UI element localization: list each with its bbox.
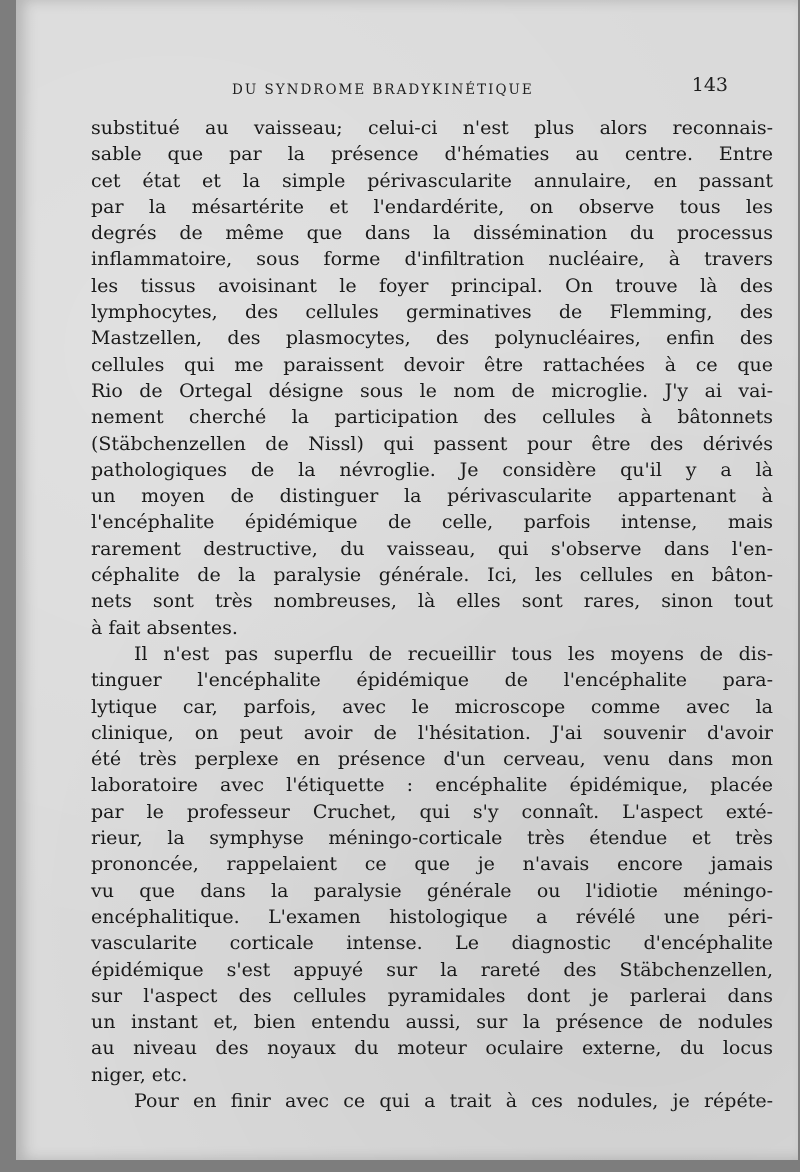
text-line: lymphocytes, des cellules germinatives de Flemming, des	[91, 301, 773, 324]
text-line: vu que dans la paralysie générale ou l'idiotie méningo-	[91, 879, 773, 902]
text-line: lytique car, parfois, avec le microscope comme avec la	[91, 695, 773, 718]
text-line: (Stäbchenzellen de Nissl) qui passent pour être des dérivés	[91, 432, 773, 455]
book-page	[16, 0, 798, 1160]
text-line: l'encéphalite épidémique de celle, parfois intense, mais	[91, 511, 773, 534]
text-line: au niveau des noyaux du moteur oculaire externe, du locus	[91, 1037, 773, 1060]
running-title: DU SYNDROME BRADYKINÉTIQUE	[232, 82, 534, 98]
page-number: 143	[691, 74, 728, 96]
text-line: Mastzellen, des plasmocytes, des polynucléaires, enfin des	[91, 327, 773, 350]
text-line: par le professeur Cruchet, qui s'y connaît. L'aspect exté-	[91, 800, 773, 823]
body-text	[91, 115, 773, 1114]
text-line: cet état et la simple périvascularite annulaire, en passant	[91, 169, 773, 192]
text-line: degrés de même que dans la dissémination du processus	[91, 222, 773, 245]
text-line: un instant et, bien entendu aussi, sur la présence de nodules	[91, 1011, 773, 1034]
text-line: un moyen de distinguer la périvascularite appartenant à	[91, 485, 773, 508]
text-line: pathologiques de la névroglie. Je considère qu'il y a là	[91, 458, 773, 481]
text-line: cellules qui me paraissent devoir être rattachées à ce que	[91, 353, 773, 376]
text-line: clinique, on peut avoir de l'hésitation. J'ai souvenir d'avoir	[91, 721, 773, 744]
text-line: vascularite corticale intense. Le diagnostic d'encéphalite	[91, 932, 773, 955]
text-line: par la mésartérite et l'endardérite, on observe tous les	[91, 195, 773, 218]
text-line: sur l'aspect des cellules pyramidales dont je parlerai dans	[91, 984, 773, 1007]
text-line: été très perplexe en présence d'un cerveau, venu dans mon	[91, 748, 773, 771]
text-line: les tissus avoisinant le foyer principal. On trouve là des	[91, 274, 773, 297]
text-line: substitué au vaisseau; celui-ci n'est plus alors reconnais-	[91, 117, 773, 139]
text-line: inflammatoire, sous forme d'infiltration nucléaire, à travers	[91, 248, 773, 271]
text-line: niger, etc.	[91, 1063, 188, 1086]
text-line: rarement destructive, du vaisseau, qui s'observe dans l'en-	[91, 537, 773, 560]
text-line: laboratoire avec l'étiquette : encéphalite épidémique, placée	[91, 774, 773, 797]
text-line: encéphalitique. L'examen histologique a révélé une péri-	[91, 905, 773, 928]
text-line: épidémique s'est appuyé sur la rareté des Stäbchenzellen,	[91, 958, 773, 981]
text-line: prononcée, rappelaient ce que je n'avais encore jamais	[91, 853, 773, 876]
text-line: nement cherché la participation des cellules à bâtonnets	[91, 406, 773, 429]
text-line: nets sont très nombreuses, là elles sont rares, sinon tout	[91, 590, 773, 613]
text-line: rieur, la symphyse méningo-corticale très étendue et très	[91, 827, 773, 850]
text-line: sable que par la présence d'hématies au centre. Entre	[91, 143, 773, 166]
text-line: Il n'est pas superflu de recueillir tous les moyens de dis-	[134, 642, 773, 665]
text-line: à fait absentes.	[91, 616, 238, 639]
text-line: Rio de Ortegal désigne sous le nom de microglie. J'y ai vai-	[91, 379, 773, 402]
text-line: Pour en finir avec ce qui a trait à ces nodules, je répéte-	[134, 1089, 773, 1112]
text-line: tinguer l'encéphalite épidémique de l'encéphalite para-	[91, 669, 773, 692]
text-line: céphalite de la paralysie générale. Ici, les cellules en bâton-	[91, 564, 773, 587]
